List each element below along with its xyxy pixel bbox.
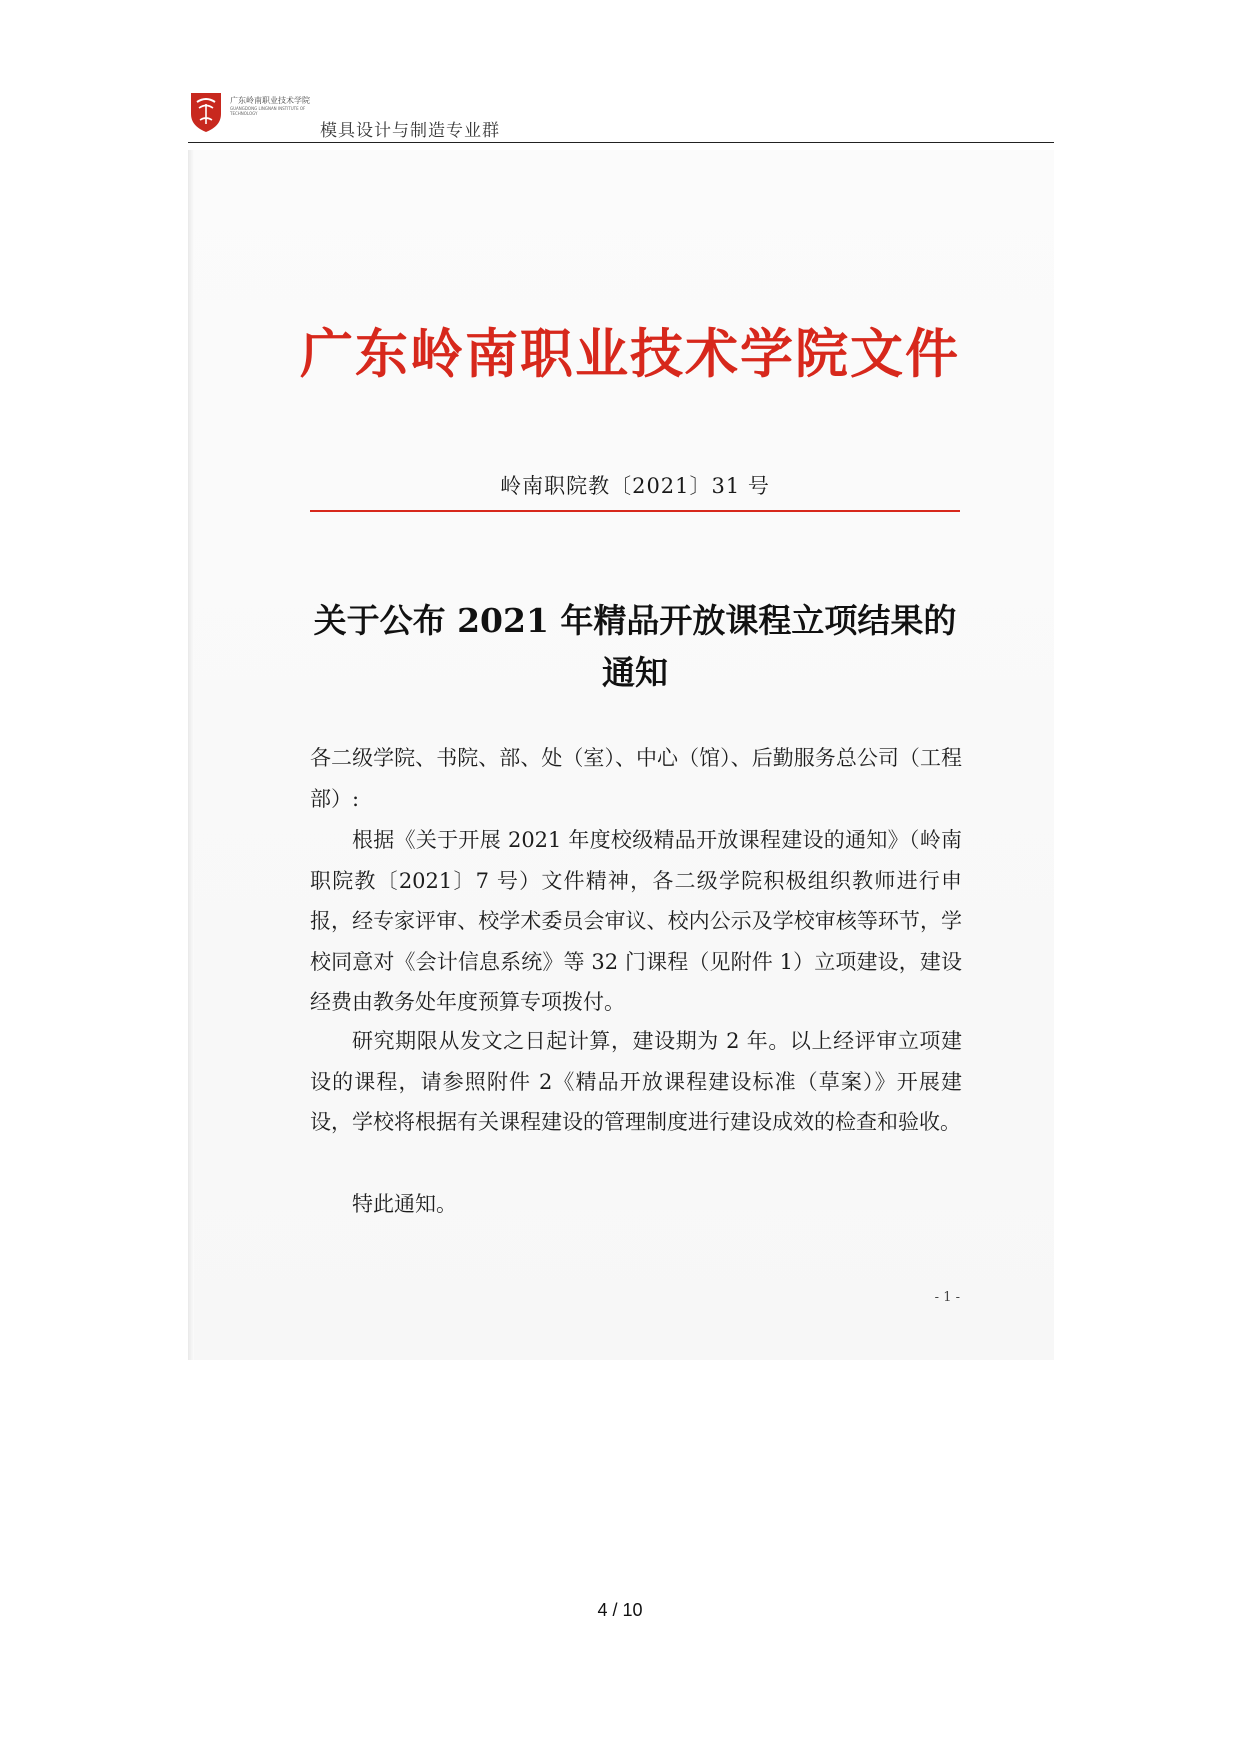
red-divider — [310, 510, 960, 512]
body-paragraph-1: 根据《关于开展 2021 年度校级精品开放课程建设的通知》（岭南职院教〔2021〕7 号）文件精神，各二级学院积极组织教师进行申报，经专家评审、校学术委员会审议、校内公示及学校审核等环节，学校同意对《会计信息系统》等 32 门课程（见附件 1）立项建设，建设经费由教务处年度预算专项拨付。 — [310, 828, 962, 1014]
college-emblem-icon — [188, 90, 224, 134]
notice-title-line1: 关于公布 2021 年精品开放课程立项结果的 — [313, 601, 957, 640]
document-title: 广东岭南职业技术学院文件 — [300, 323, 960, 385]
closing-line: 特此通知。 — [352, 1192, 457, 1216]
header-divider — [188, 142, 1054, 143]
header-group-name: 模具设计与制造专业群 — [320, 121, 500, 141]
page-indicator: 4 / 10 — [597, 1600, 643, 1620]
scan-edge-shadow — [188, 150, 194, 1360]
salutation: 各二级学院、书院、部、处（室）、中心（馆）、后勤服务总公司（工程部）: — [310, 746, 962, 811]
header-org-name-en: GUANGDONG LINGNAN INSTITUTE OF TECHNOLOGY — [230, 106, 306, 116]
header-org-name: 广东岭南职业技术学院 — [230, 96, 310, 105]
document-number: 岭南职院教〔2021〕31 号 — [500, 474, 770, 498]
notice-title-line2: 通知 — [602, 653, 668, 692]
notice-title — [305, 595, 965, 699]
body-paragraph-2: 研究期限从发文之日起计算，建设期为 2 年。以上经评审立项建设的课程，请参照附件 2《精品开放课程建设标准（草案）》开展建设，学校将根据有关课程建设的管理制度进行建设成效的检查和验收。 — [310, 1029, 962, 1134]
scan-page-number: - 1 - — [934, 1290, 960, 1305]
